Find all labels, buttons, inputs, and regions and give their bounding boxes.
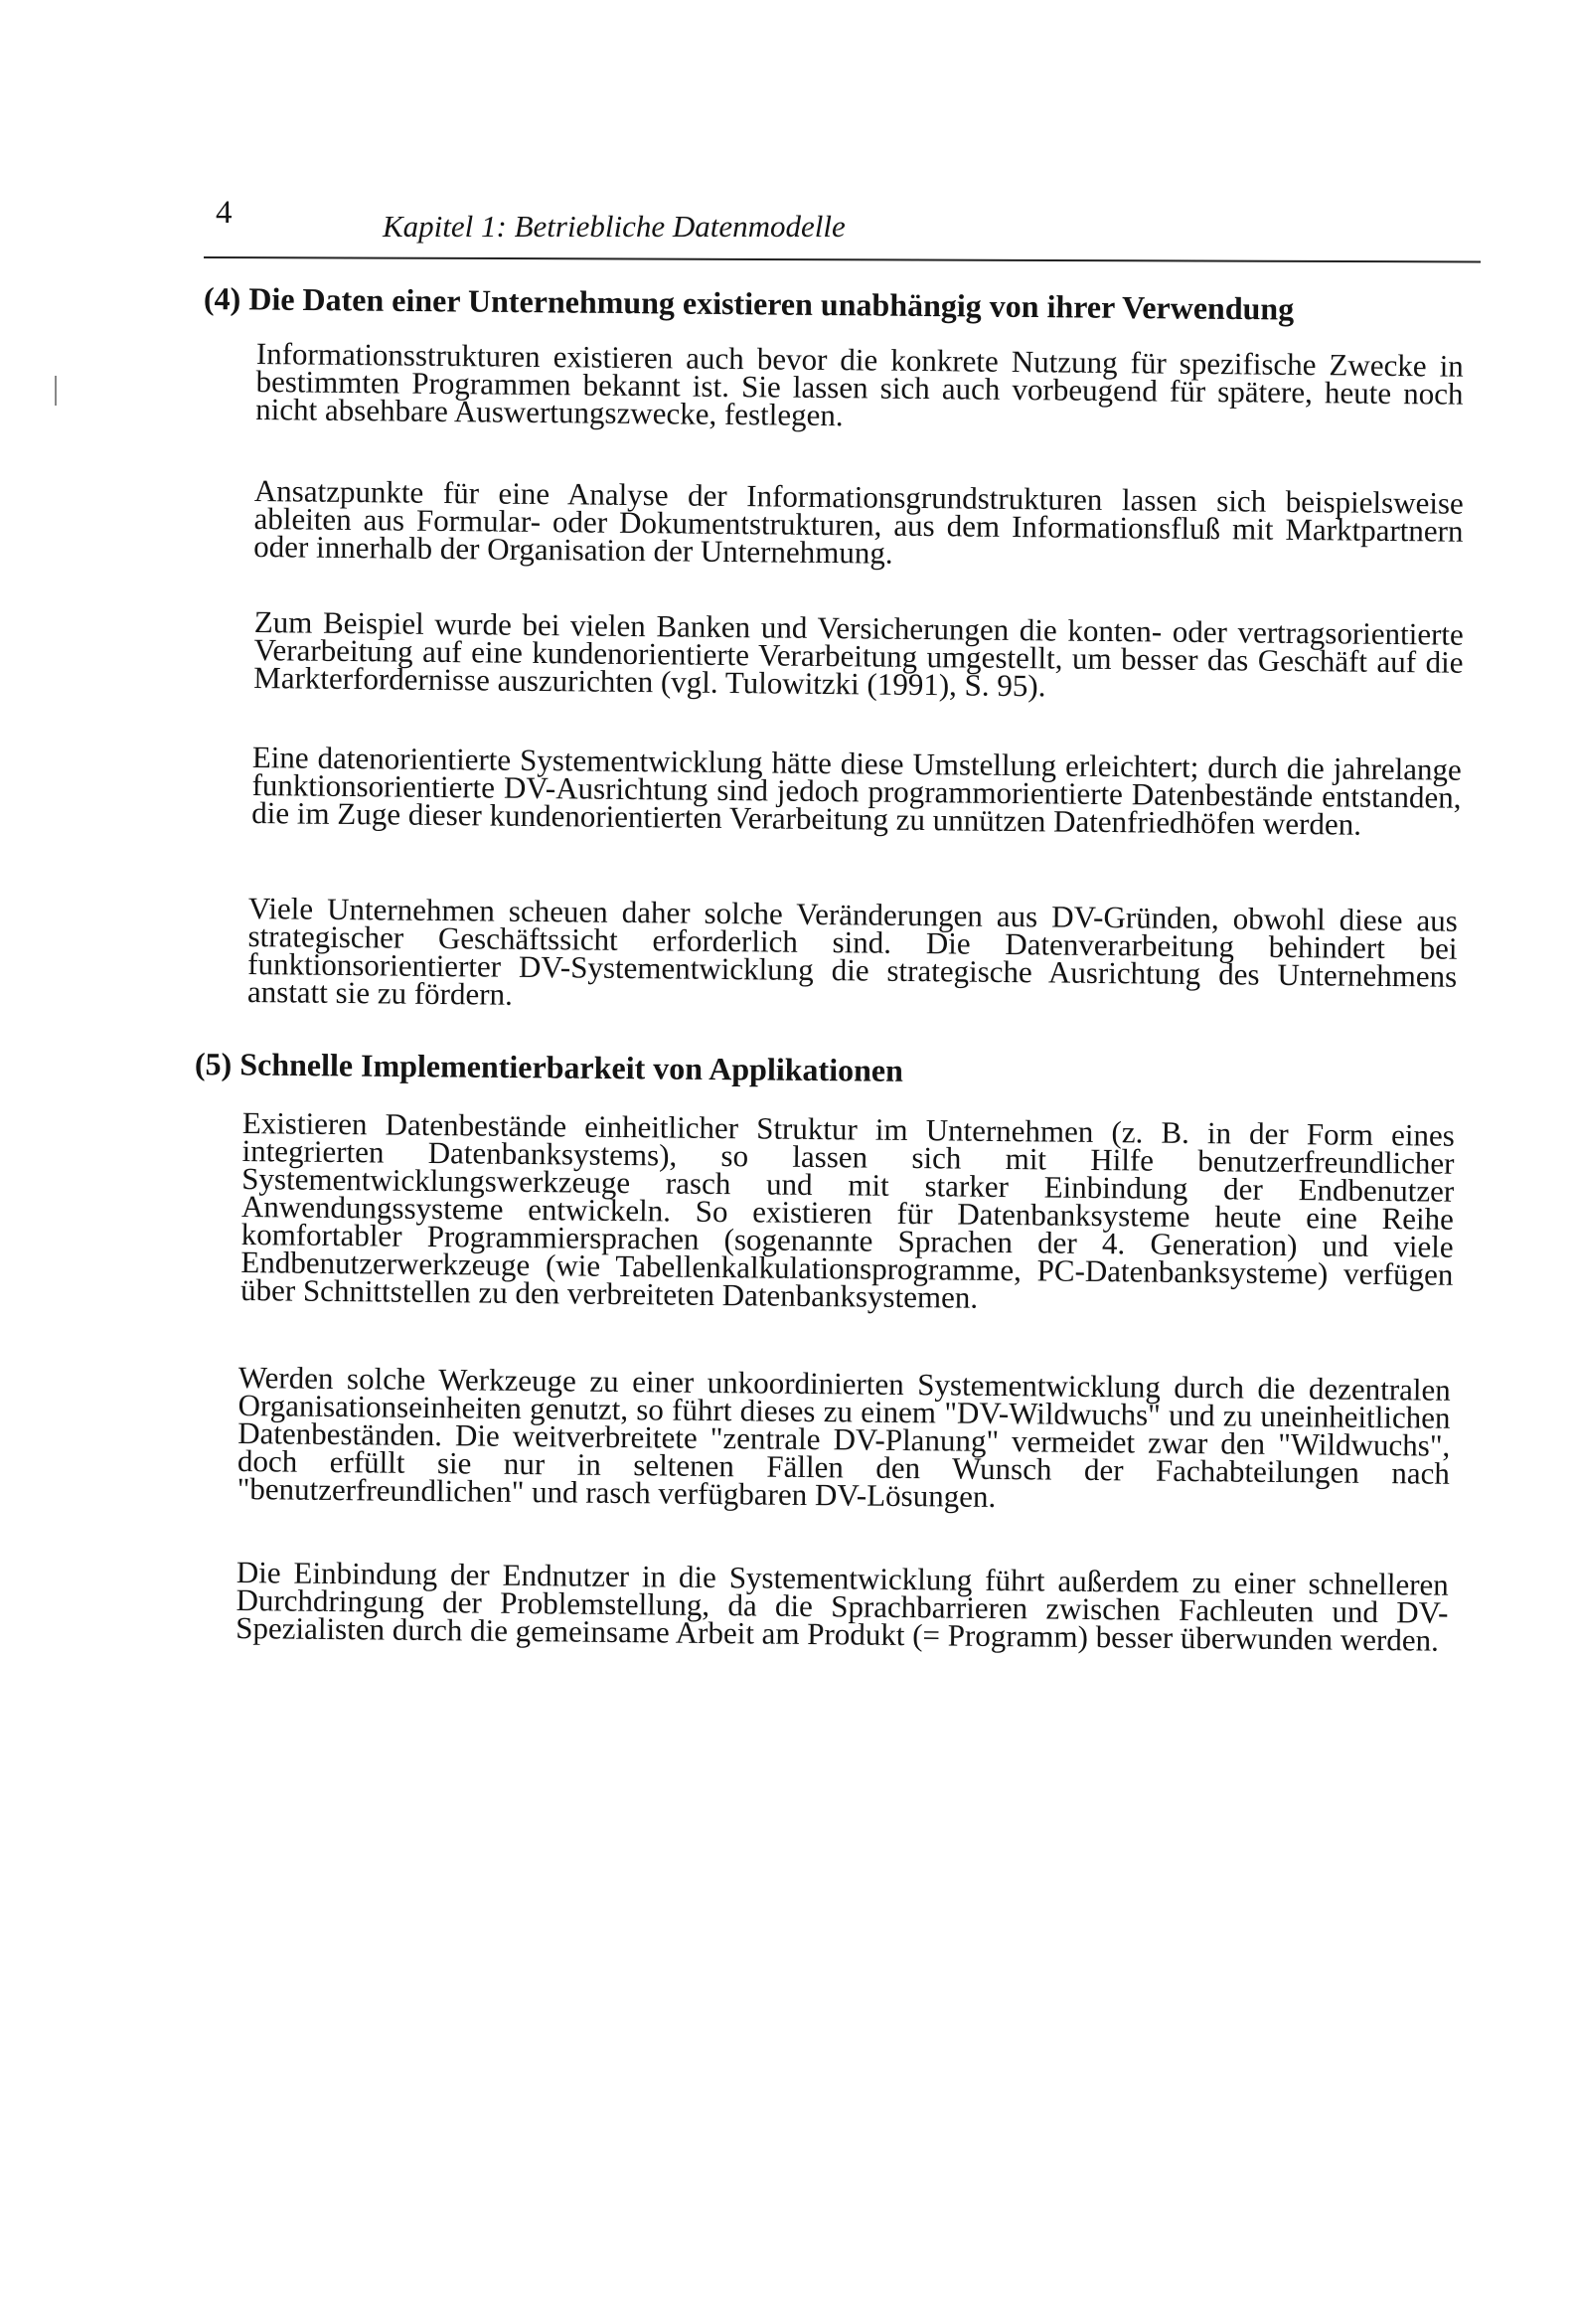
section-heading-4: (4) Die Daten einer Unternehmung existieren unabhängig von ihrer Verwendung	[203, 280, 1295, 327]
scan-mark	[55, 376, 57, 406]
paragraph-text: Werden solche Werkzeuge zu einer unkoordinierten Systementwicklung durch die dezentralen Organisationseinheiten genutzt, so führt dieses zu einem "DV-Wildwuchs" und zu uneinheitlichen Datenbeständen. Die weitverbreitete "zentrale DV-Planung" vermeidet zwar den "Wildwuchs", doch erfüllt sie nur in seltenen Fällen den Wunsch der Fachabteilungen nach "benutzerfreundlichen" und rasch verfügbaren DV-Lösungen.	[237, 1360, 1451, 1514]
page-header	[204, 195, 1481, 264]
running-title: Kapitel 1: Betriebliche Datenmodelle	[383, 209, 846, 244]
paragraph-text: Eine datenorientierte Systementwicklung hätte diese Umstellung erleichtert; durch die jahrelange funktionsorientierte DV-Ausrichtung sind jedoch programmorientierte Datenbestände entstanden, die im Zuge dieser kundenorientierten Verarbeitung zu unnützen Datenfriedhöfen werden.	[251, 740, 1462, 842]
paragraph-text: Ansatzpunkte für eine Analyse der Informationsgrundstrukturen lassen sich beispielsweise ableiten aus Formular- oder Dokumentstrukturen, aus dem Informationsfluß mit Marktpartnern oder innerhalb der Organisation der Unternehmung.	[253, 473, 1464, 571]
paragraph	[239, 1105, 1455, 1317]
paragraph	[236, 1555, 1449, 1658]
paragraph	[255, 336, 1464, 436]
paragraph-text: Viele Unternehmen scheuen daher solche Veränderungen aus DV-Gründen, obwohl diese aus strategischer Geschäftssicht erforderlich sind. Die Datenverarbeitung behindert bei funktionsorientierter DV-Systementwicklung die strategische Ausrichtung des Unternehmens anstatt sie zu fördern.	[246, 891, 1458, 1012]
paragraph-text: Existieren Datenbestände einheitlicher Struktur im Unternehmen (z. B. in der Form eines integrierten Datenbanksystems), so lassen sich mit Hilfe benutzerfreundlicher Systementwicklungswerkzeuge rasch und mit starker Einbindung der Endbenutzer Anwendungssysteme entwickeln. So existieren für Datenbanksysteme heute eine Reihe komfortabler Programmiersprachen (sogenannte Sprachen der 4. Generation) und viele Endbenutzerwerkzeuge (wie Tabellenkalkulationsprogramme, PC-Datenbanksysteme) verfügen über Schnittstellen zu den verbreiteten Datenbanksystemen.	[239, 1105, 1455, 1315]
paragraph	[253, 473, 1464, 574]
paragraph	[246, 891, 1458, 1019]
paragraph-text: Zum Beispiel wurde bei vielen Banken und Versicherungen die konten- oder vertragsorientierte Verarbeitung auf eine kundenorientierte Verarbeitung umgestellt, um besser das Geschäft auf die Markterfordernisse auszurichten (vgl. Tulowitzki (1991), S. 95).	[253, 604, 1464, 704]
section-heading-5: (5) Schnelle Implementierbarkeit von Applikationen	[194, 1046, 904, 1088]
paragraph	[253, 604, 1464, 705]
paragraph	[237, 1360, 1451, 1516]
page-number: 4	[216, 195, 233, 231]
header-rule	[204, 256, 1481, 262]
paragraph-text: Die Einbindung der Endnutzer in die Systementwicklung führt außerdem zu einer schnelleren Durchdringung der Problemstellung, da die Sprachbarrieren zwischen Fachleuten und DV-Spezialisten durch die gemeinsame Arbeit am Produkt (= Programm) besser überwunden werden.	[236, 1555, 1449, 1658]
paragraph	[251, 740, 1462, 842]
paragraph-text: Informationsstrukturen existieren auch bevor die konkrete Nutzung für spezifische Zwecke in bestimmten Programmen bekannt ist. Sie lassen sich auch vorbeugend für spätere, heute noch nicht absehbare Auswertungszwecke, festlegen.	[255, 336, 1464, 433]
